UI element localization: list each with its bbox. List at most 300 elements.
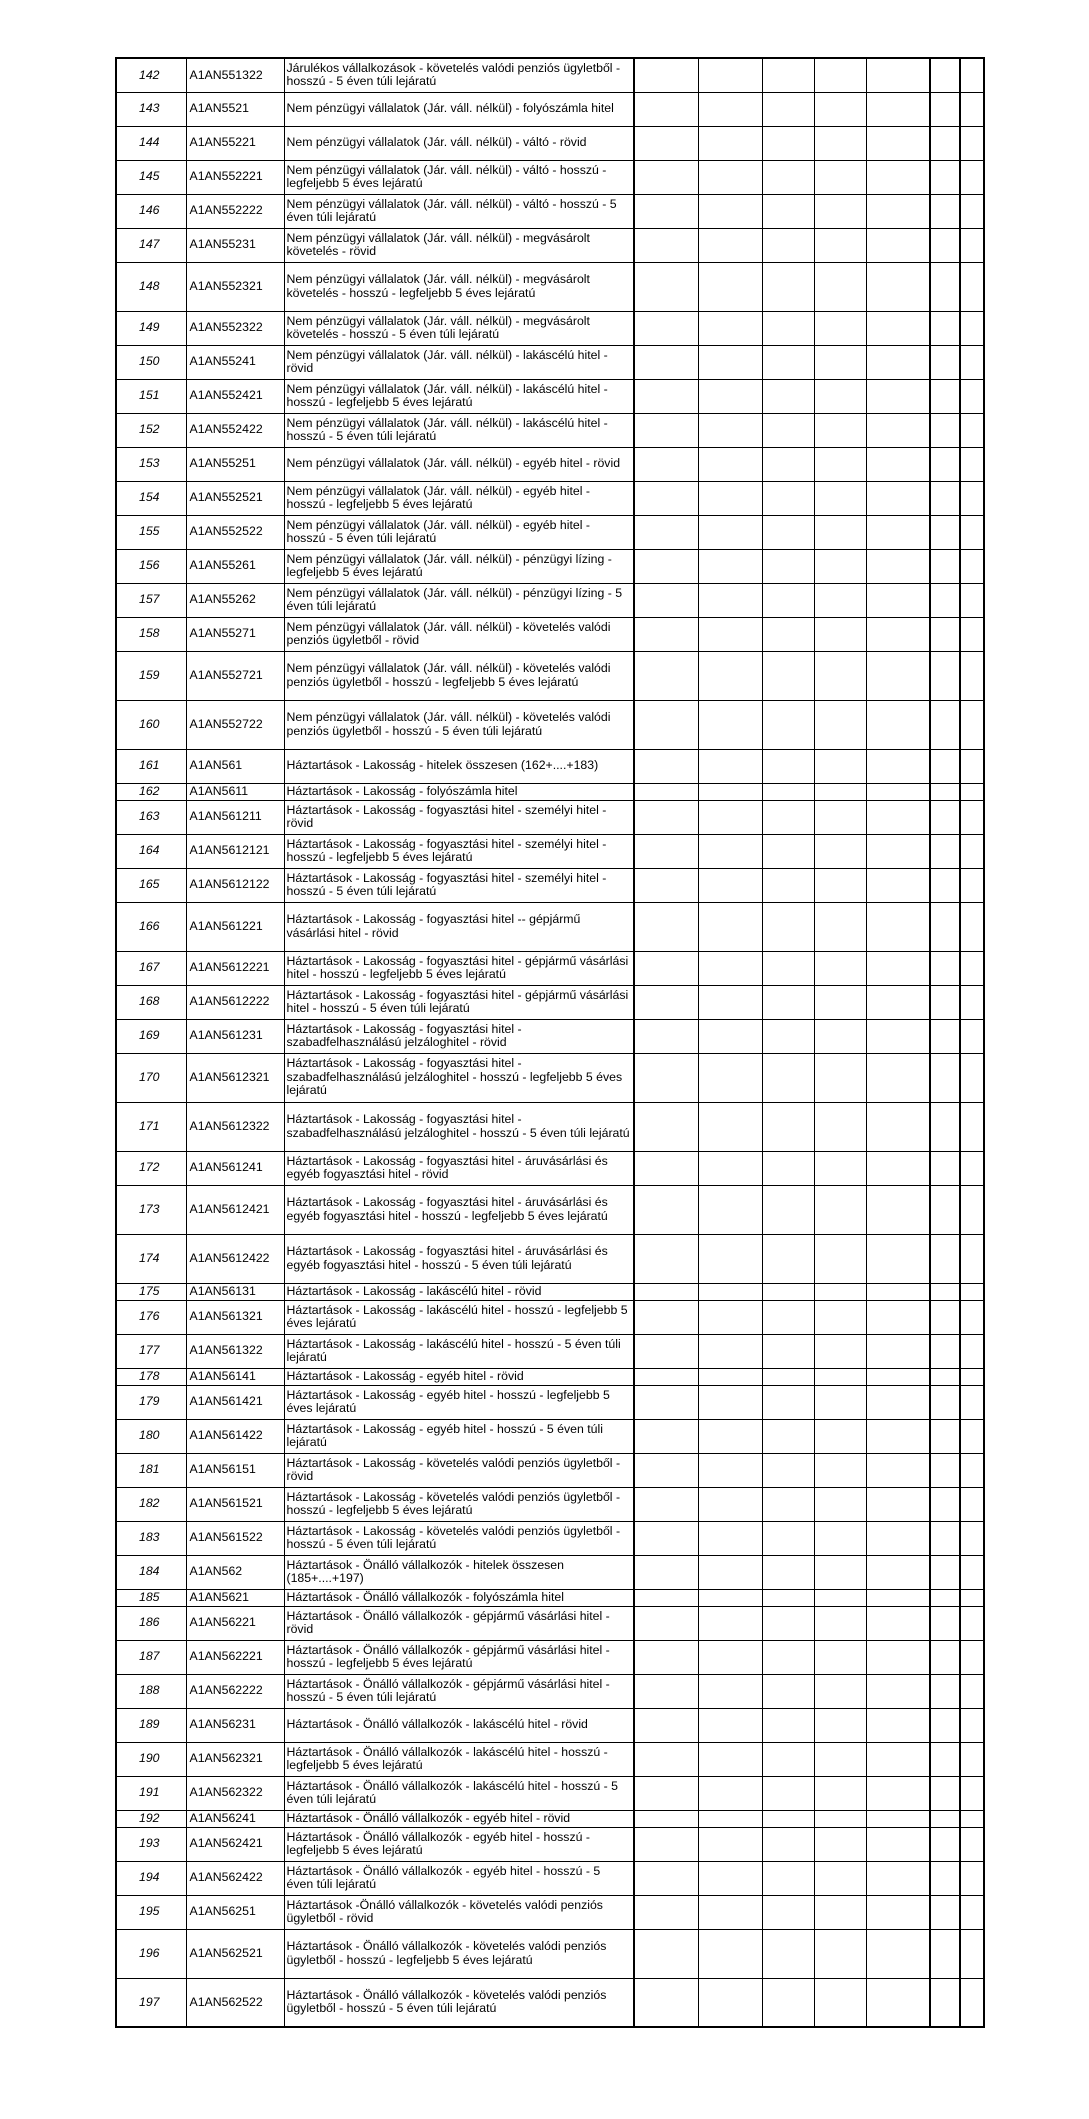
empty-value-cell [814,126,866,160]
row-description: Háztartások - Önálló vállalkozók - követelés valódi penziós ügyletből - hosszú - 5 éven túli lejáratú [284,1978,634,2027]
empty-value-cell [762,749,814,783]
table-row [116,617,984,651]
empty-value-cell [698,1861,762,1895]
empty-value-cell [698,868,762,902]
row-code: A1AN5612422 [186,1234,284,1283]
row-code: A1AN562322 [186,1776,284,1810]
table-row [116,1895,984,1929]
table-row [116,194,984,228]
row-code: A1AN56131 [186,1283,284,1300]
row-code: A1AN552222 [186,194,284,228]
table-row [116,1929,984,1978]
empty-value-cell [634,868,698,902]
empty-value-cell [814,1151,866,1185]
empty-value-cell [762,58,814,92]
empty-value-cell [960,902,984,951]
empty-value-cell [698,800,762,834]
empty-value-cell [698,985,762,1019]
empty-value-cell [762,549,814,583]
empty-value-cell [814,985,866,1019]
empty-value-cell [960,1555,984,1589]
empty-value-cell [960,951,984,985]
empty-value-cell [960,447,984,481]
row-code: A1AN551322 [186,58,284,92]
table-row [116,515,984,549]
row-code: A1AN561521 [186,1487,284,1521]
row-code: A1AN552421 [186,379,284,413]
empty-value-cell [762,951,814,985]
empty-value-cell [814,58,866,92]
empty-value-cell [866,985,930,1019]
empty-value-cell [634,985,698,1019]
empty-value-cell [762,1102,814,1151]
empty-value-cell [762,1234,814,1283]
table-row [116,951,984,985]
empty-value-cell [866,800,930,834]
empty-value-cell [762,1827,814,1861]
empty-value-cell [866,1368,930,1385]
table-row [116,868,984,902]
empty-value-cell [866,951,930,985]
row-code: A1AN561 [186,749,284,783]
empty-value-cell [814,800,866,834]
empty-value-cell [698,1234,762,1283]
row-code: A1AN562221 [186,1640,284,1674]
empty-value-cell [762,1053,814,1102]
row-code: A1AN561321 [186,1300,284,1334]
empty-value-cell [814,262,866,311]
empty-value-cell [814,1234,866,1283]
row-description: Háztartások - Lakosság - egyéb hitel - rövid [284,1368,634,1385]
empty-value-cell [866,515,930,549]
row-code: A1AN55221 [186,126,284,160]
empty-value-cell [634,1283,698,1300]
table-row [116,228,984,262]
empty-value-cell [814,834,866,868]
row-description: Háztartások - Önálló vállalkozók - lakáscélú hitel - rövid [284,1708,634,1742]
row-code: A1AN552221 [186,160,284,194]
empty-value-cell [762,1521,814,1555]
empty-value-cell [698,447,762,481]
empty-value-cell [960,1334,984,1368]
empty-value-cell [698,1185,762,1234]
row-description: Nem pénzügyi vállalatok (Jár. váll. nélkül) - pénzügyi lízing - 5 éven túli lejáratú [284,583,634,617]
empty-value-cell [762,1151,814,1185]
empty-value-cell [866,379,930,413]
empty-value-cell [866,1419,930,1453]
empty-value-cell [930,1185,960,1234]
empty-value-cell [814,1810,866,1827]
empty-value-cell [960,1606,984,1640]
empty-value-cell [960,583,984,617]
empty-value-cell [930,1487,960,1521]
empty-value-cell [930,985,960,1019]
empty-value-cell [762,481,814,515]
empty-value-cell [960,1234,984,1283]
empty-value-cell [814,379,866,413]
row-code: A1AN56151 [186,1453,284,1487]
row-description: Nem pénzügyi vállalatok (Jár. váll. nélkül) - váltó - rövid [284,126,634,160]
row-number: 180 [116,1419,186,1453]
empty-value-cell [866,1283,930,1300]
empty-value-cell [698,92,762,126]
empty-value-cell [698,1827,762,1861]
empty-value-cell [698,651,762,700]
empty-value-cell [866,1861,930,1895]
row-number: 158 [116,617,186,651]
empty-value-cell [698,1102,762,1151]
row-description: Háztartások - Lakosság - fogyasztási hitel - áruvásárlási és egyéb fogyasztási hitel - rövid [284,1151,634,1185]
empty-value-cell [634,481,698,515]
empty-value-cell [762,1555,814,1589]
row-number: 187 [116,1640,186,1674]
table-row [116,783,984,800]
empty-value-cell [866,834,930,868]
table-row [116,345,984,379]
empty-value-cell [960,126,984,160]
empty-value-cell [930,1827,960,1861]
row-description: Nem pénzügyi vállalatok (Jár. váll. nélkül) - egyéb hitel - rövid [284,447,634,481]
empty-value-cell [960,1185,984,1234]
empty-value-cell [814,700,866,749]
empty-value-cell [762,345,814,379]
empty-value-cell [866,1776,930,1810]
row-description: Háztartások - Lakosság - fogyasztási hitel - áruvásárlási és egyéb fogyasztási hitel - hosszú - legfeljebb 5 éves lejáratú [284,1185,634,1234]
empty-value-cell [960,262,984,311]
empty-value-cell [634,1776,698,1810]
empty-value-cell [930,700,960,749]
empty-value-cell [960,58,984,92]
empty-value-cell [866,1151,930,1185]
empty-value-cell [762,1708,814,1742]
row-number: 183 [116,1521,186,1555]
empty-value-cell [930,1234,960,1283]
table-row [116,262,984,311]
empty-value-cell [698,1053,762,1102]
empty-value-cell [634,1102,698,1151]
empty-value-cell [762,1978,814,2027]
empty-value-cell [634,902,698,951]
empty-value-cell [814,1827,866,1861]
empty-value-cell [698,1776,762,1810]
empty-value-cell [634,549,698,583]
empty-value-cell [634,92,698,126]
empty-value-cell [960,1151,984,1185]
row-description: Nem pénzügyi vállalatok (Jár. váll. nélkül) - folyószámla hitel [284,92,634,126]
empty-value-cell [814,1606,866,1640]
empty-value-cell [634,651,698,700]
empty-value-cell [814,447,866,481]
empty-value-cell [762,1300,814,1334]
empty-value-cell [960,160,984,194]
row-code: A1AN5621 [186,1589,284,1606]
row-number: 189 [116,1708,186,1742]
empty-value-cell [930,1742,960,1776]
row-description: Háztartások - Lakosság - fogyasztási hitel - személyi hitel - rövid [284,800,634,834]
empty-value-cell [960,1589,984,1606]
empty-value-cell [698,700,762,749]
row-description: Háztartások - Önálló vállalkozók - gépjármű vásárlási hitel - hosszú - legfeljebb 5 éves lejáratú [284,1640,634,1674]
empty-value-cell [698,1385,762,1419]
row-number: 194 [116,1861,186,1895]
empty-value-cell [698,160,762,194]
empty-value-cell [866,92,930,126]
table-row [116,1368,984,1385]
row-number: 181 [116,1453,186,1487]
empty-value-cell [698,1334,762,1368]
row-description: Háztartások - Lakosság - lakáscélú hitel - rövid [284,1283,634,1300]
empty-value-cell [960,1368,984,1385]
row-code: A1AN55261 [186,549,284,583]
empty-value-cell [866,1185,930,1234]
empty-value-cell [866,1742,930,1776]
empty-value-cell [960,345,984,379]
row-code: A1AN561231 [186,1019,284,1053]
row-code: A1AN5612322 [186,1102,284,1151]
empty-value-cell [960,515,984,549]
empty-value-cell [960,379,984,413]
row-description: Nem pénzügyi vállalatok (Jár. váll. nélkül) - lakáscélú hitel - hosszú - legfeljebb 5 éves lejáratú [284,379,634,413]
empty-value-cell [762,1453,814,1487]
empty-value-cell [814,345,866,379]
empty-value-cell [634,1385,698,1419]
row-code: A1AN561422 [186,1419,284,1453]
empty-value-cell [698,1453,762,1487]
row-description: Nem pénzügyi vállalatok (Jár. váll. nélkül) - követelés valódi penziós ügyletből - hosszú - legfeljebb 5 éves lejáratú [284,651,634,700]
empty-value-cell [960,985,984,1019]
empty-value-cell [698,1708,762,1742]
empty-value-cell [930,834,960,868]
empty-value-cell [930,1019,960,1053]
empty-value-cell [698,379,762,413]
row-description: Nem pénzügyi vállalatok (Jár. váll. nélkül) - egyéb hitel - hosszú - 5 éven túli lejáratú [284,515,634,549]
empty-value-cell [762,1419,814,1453]
empty-value-cell [698,1555,762,1589]
table-row [116,1453,984,1487]
row-number: 195 [116,1895,186,1929]
empty-value-cell [698,617,762,651]
empty-value-cell [930,1708,960,1742]
empty-value-cell [698,1640,762,1674]
empty-value-cell [866,1640,930,1674]
empty-value-cell [814,1708,866,1742]
empty-value-cell [698,58,762,92]
empty-value-cell [634,447,698,481]
table-row [116,126,984,160]
table-row [116,1300,984,1334]
row-number: 179 [116,1385,186,1419]
empty-value-cell [762,1810,814,1827]
row-description: Háztartások - Önálló vállalkozók - lakáscélú hitel - hosszú - 5 éven túli lejáratú [284,1776,634,1810]
empty-value-cell [762,126,814,160]
empty-value-cell [762,1334,814,1368]
row-description: Háztartások - Lakosság - fogyasztási hitel - szabadfelhasználású jelzáloghitel - hosszú - 5 éven túli lejáratú [284,1102,634,1151]
row-code: A1AN561221 [186,902,284,951]
table-row [116,749,984,783]
empty-value-cell [960,1419,984,1453]
empty-value-cell [814,1487,866,1521]
empty-value-cell [866,228,930,262]
row-code: A1AN561522 [186,1521,284,1555]
table-row [116,1861,984,1895]
empty-value-cell [814,1861,866,1895]
table-row [116,800,984,834]
empty-value-cell [634,1606,698,1640]
empty-value-cell [634,617,698,651]
row-number: 193 [116,1827,186,1861]
empty-value-cell [930,1521,960,1555]
empty-value-cell [762,228,814,262]
table-body [116,58,984,2027]
row-description: Háztartások - Lakosság - fogyasztási hitel - szabadfelhasználású jelzáloghitel - hosszú - legfeljebb 5 éves lejáratú [284,1053,634,1102]
empty-value-cell [814,1674,866,1708]
empty-value-cell [866,700,930,749]
empty-value-cell [960,651,984,700]
empty-value-cell [762,583,814,617]
empty-value-cell [762,447,814,481]
row-code: A1AN562421 [186,1827,284,1861]
row-number: 146 [116,194,186,228]
empty-value-cell [930,1385,960,1419]
empty-value-cell [930,1334,960,1368]
row-code: A1AN552721 [186,651,284,700]
empty-value-cell [762,902,814,951]
empty-value-cell [634,1810,698,1827]
row-number: 144 [116,126,186,160]
empty-value-cell [814,228,866,262]
empty-value-cell [698,834,762,868]
empty-value-cell [762,92,814,126]
empty-value-cell [960,700,984,749]
empty-value-cell [814,1555,866,1589]
row-description: Háztartások - Lakosság - követelés valódi penziós ügyletből - hosszú - 5 éven túli lejáratú [284,1521,634,1555]
empty-value-cell [930,58,960,92]
row-number: 173 [116,1185,186,1234]
empty-value-cell [698,1895,762,1929]
empty-value-cell [698,1487,762,1521]
empty-value-cell [960,1742,984,1776]
row-number: 178 [116,1368,186,1385]
row-number: 142 [116,58,186,92]
empty-value-cell [930,481,960,515]
empty-value-cell [960,1283,984,1300]
row-description: Háztartások - Önálló vállalkozók - lakáscélú hitel - hosszú - legfeljebb 5 éves lejáratú [284,1742,634,1776]
row-code: A1AN55251 [186,447,284,481]
empty-value-cell [762,1895,814,1929]
row-number: 174 [116,1234,186,1283]
table-row [116,583,984,617]
empty-value-cell [930,1419,960,1453]
row-description: Háztartások - Önálló vállalkozók - egyéb hitel - hosszú - 5 éven túli lejáratú [284,1861,634,1895]
empty-value-cell [866,126,930,160]
empty-value-cell [634,1674,698,1708]
table-row [116,1640,984,1674]
empty-value-cell [930,783,960,800]
empty-value-cell [698,1300,762,1334]
row-code: A1AN5612421 [186,1185,284,1234]
row-code: A1AN552522 [186,515,284,549]
table-row [116,1589,984,1606]
empty-value-cell [960,1708,984,1742]
table-row [116,92,984,126]
empty-value-cell [698,951,762,985]
row-description: Háztartások - Önálló vállalkozók - folyószámla hitel [284,1589,634,1606]
table-row [116,1555,984,1589]
empty-value-cell [930,228,960,262]
empty-value-cell [762,1606,814,1640]
empty-value-cell [762,1385,814,1419]
empty-value-cell [814,1300,866,1334]
row-number: 152 [116,413,186,447]
row-number: 192 [116,1810,186,1827]
empty-value-cell [698,228,762,262]
empty-value-cell [866,1453,930,1487]
empty-value-cell [814,1102,866,1151]
row-code: A1AN562422 [186,1861,284,1895]
empty-value-cell [698,126,762,160]
empty-value-cell [762,1589,814,1606]
empty-value-cell [866,1053,930,1102]
row-code: A1AN5612121 [186,834,284,868]
row-code: A1AN55262 [186,583,284,617]
row-number: 154 [116,481,186,515]
empty-value-cell [634,1053,698,1102]
row-code: A1AN56231 [186,1708,284,1742]
row-number: 162 [116,783,186,800]
empty-value-cell [960,1895,984,1929]
row-code: A1AN562321 [186,1742,284,1776]
empty-value-cell [814,549,866,583]
empty-value-cell [814,1368,866,1385]
row-description: Háztartások - Lakosság - követelés valódi penziós ügyletből - rövid [284,1453,634,1487]
empty-value-cell [930,1978,960,2027]
empty-value-cell [930,800,960,834]
row-description: Háztartások - Önálló vállalkozók - gépjármű vásárlási hitel - rövid [284,1606,634,1640]
empty-value-cell [960,1019,984,1053]
empty-value-cell [930,549,960,583]
row-description: Nem pénzügyi vállalatok (Jár. váll. nélkül) - pénzügyi lízing - legfeljebb 5 éves lejáratú [284,549,634,583]
row-description: Nem pénzügyi vállalatok (Jár. váll. nélkül) - lakáscélú hitel - rövid [284,345,634,379]
empty-value-cell [930,1895,960,1929]
row-number: 166 [116,902,186,951]
row-code: A1AN562222 [186,1674,284,1708]
row-description: Háztartások - Önálló vállalkozók - gépjármű vásárlási hitel - hosszú - 5 éven túli lejáratú [284,1674,634,1708]
empty-value-cell [866,1810,930,1827]
empty-value-cell [930,1929,960,1978]
table-row [116,1487,984,1521]
row-description: Háztartások - Lakosság - egyéb hitel - hosszú - legfeljebb 5 éves lejáratú [284,1385,634,1419]
row-number: 185 [116,1589,186,1606]
row-number: 176 [116,1300,186,1334]
row-code: A1AN5612122 [186,868,284,902]
empty-value-cell [866,1674,930,1708]
empty-value-cell [634,228,698,262]
row-number: 161 [116,749,186,783]
row-code: A1AN561211 [186,800,284,834]
empty-value-cell [960,413,984,447]
empty-value-cell [762,617,814,651]
empty-value-cell [634,1742,698,1776]
empty-value-cell [814,1895,866,1929]
empty-value-cell [762,311,814,345]
empty-value-cell [866,1555,930,1589]
empty-value-cell [634,413,698,447]
empty-value-cell [930,1368,960,1385]
row-number: 148 [116,262,186,311]
empty-value-cell [698,1283,762,1300]
empty-value-cell [634,1827,698,1861]
empty-value-cell [814,617,866,651]
